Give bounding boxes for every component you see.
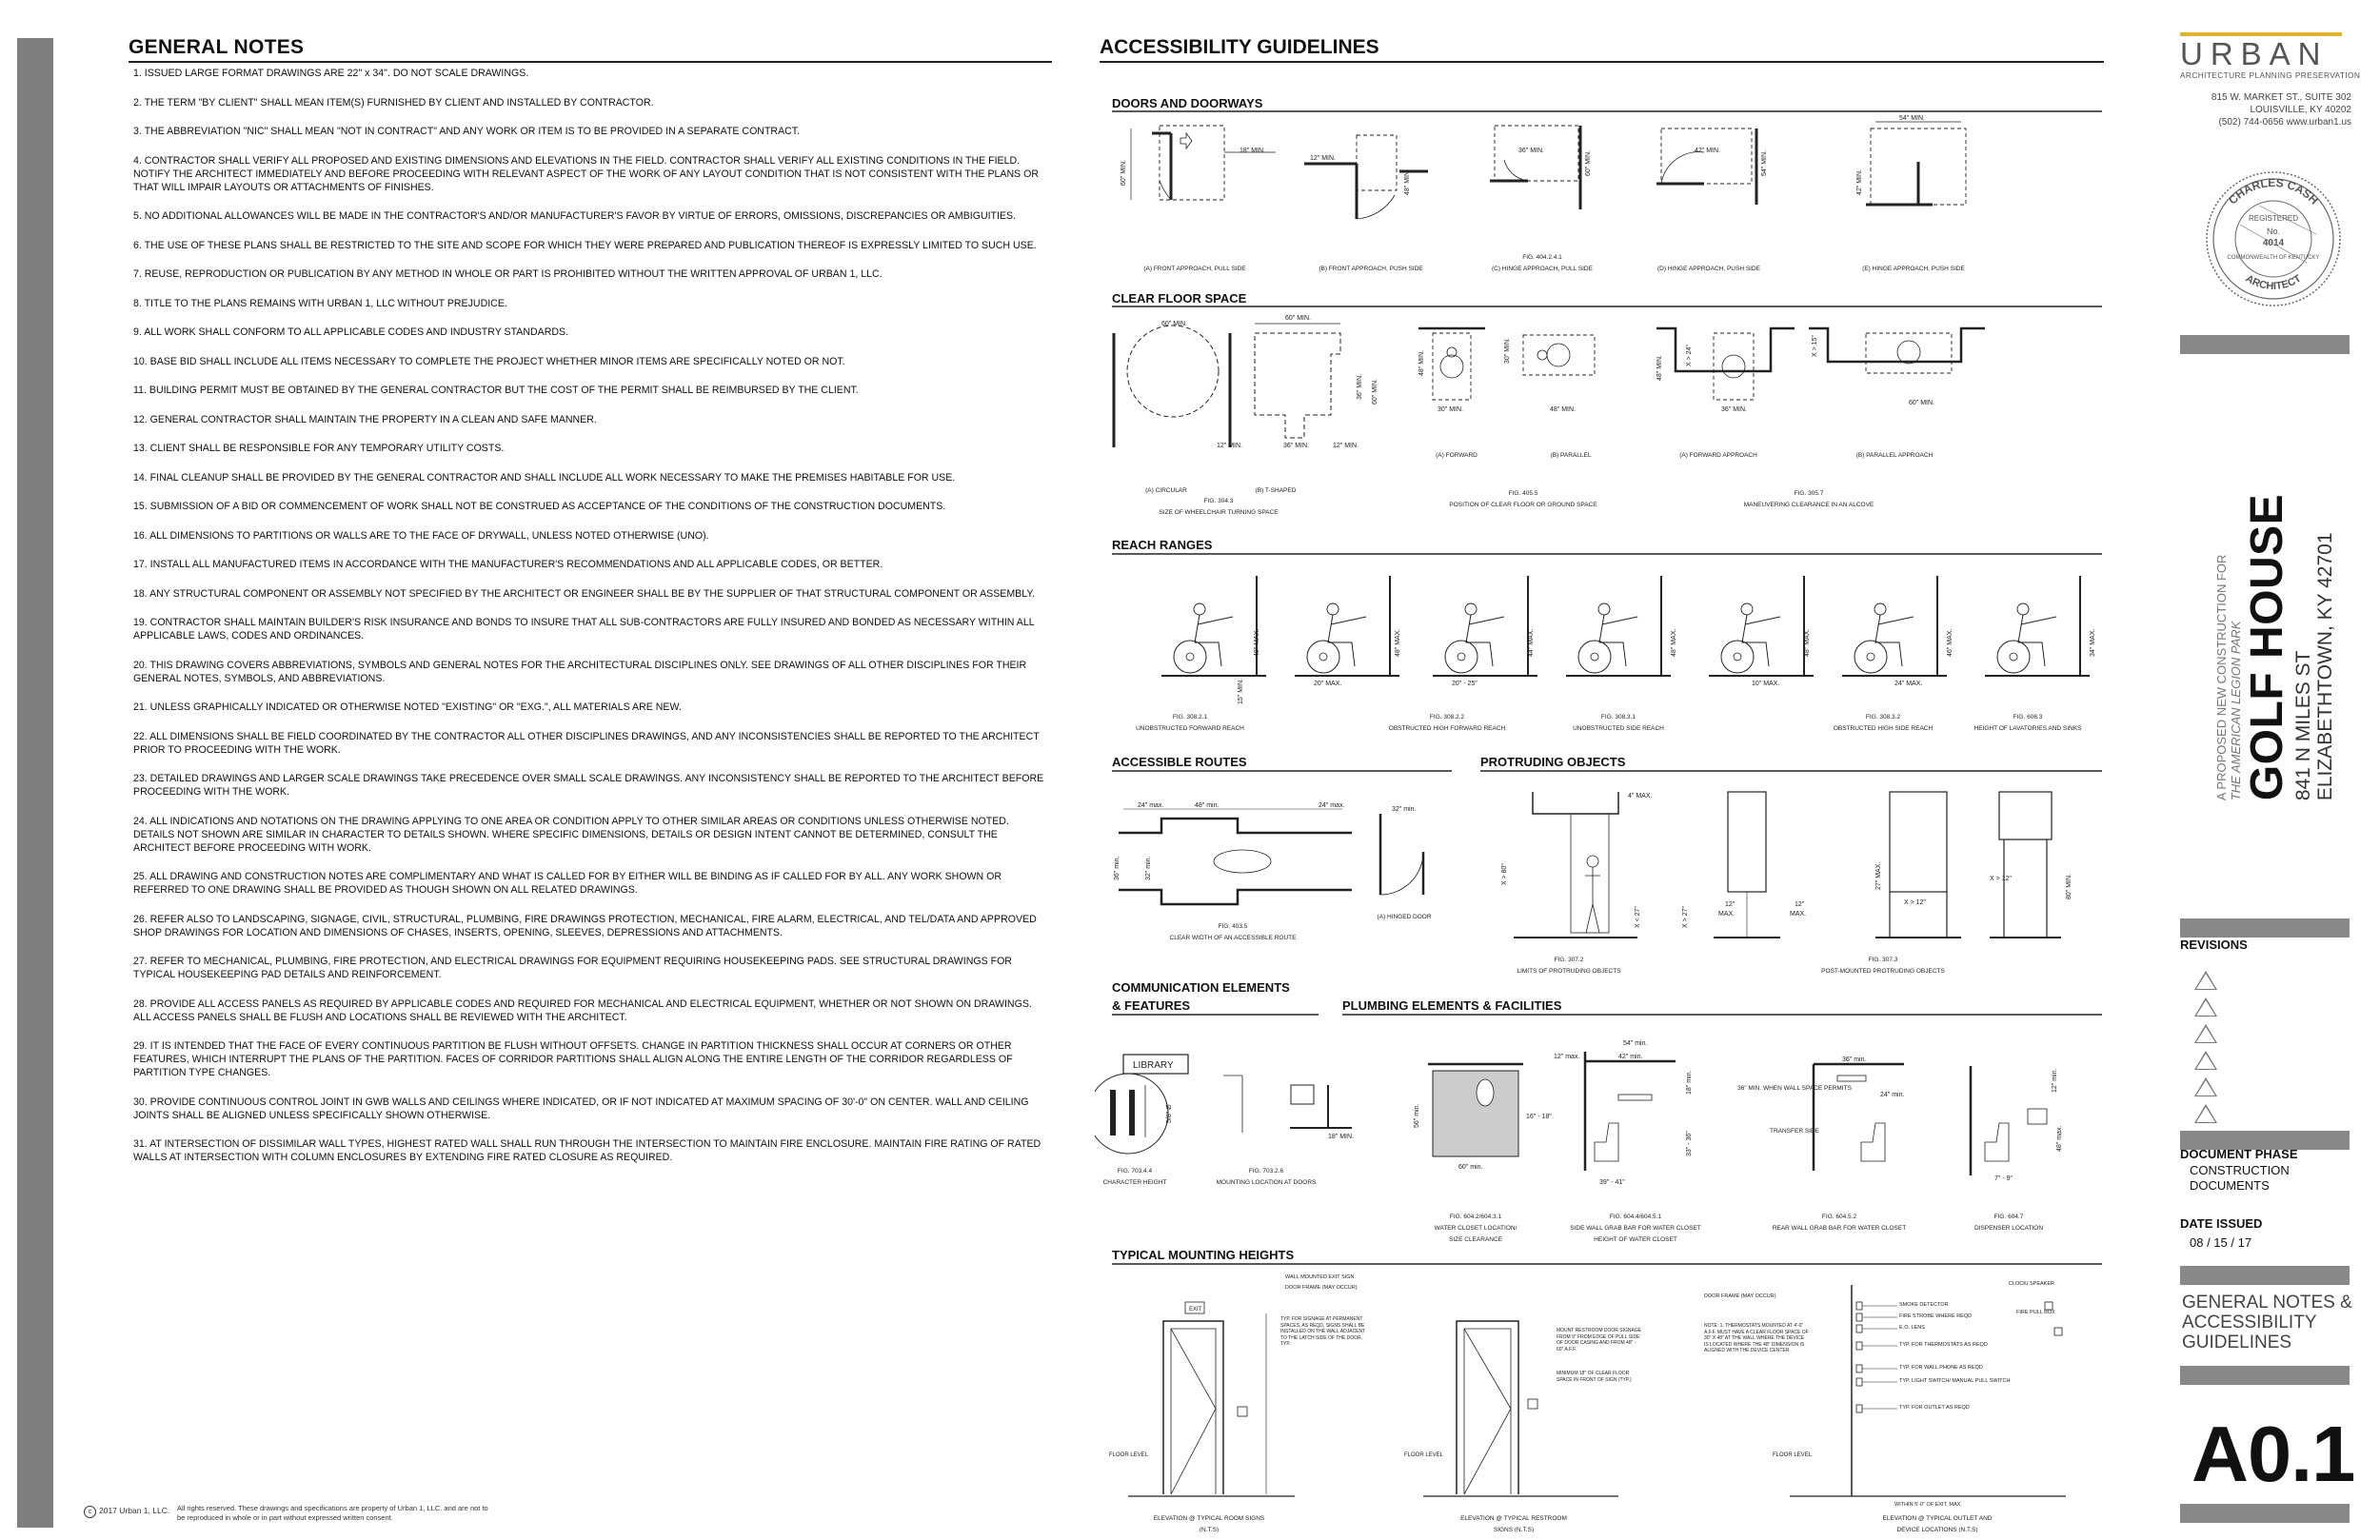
seal-number: 4014 [2262,238,2285,248]
mount-label: TYP. FOR SIGNAGE AT PERMANENT SPACES, AS REQD, SIGNS SHALL BE INSTALLED ON THE WALL ADJACENT TO THE LATCH SIDE OF THE DOOR. TYP. [1280,1316,1366,1347]
sheet-number: A0.1 [2192,1410,2355,1498]
cfs-fig: FIG. 405.5 [1508,490,1538,497]
sheet-title-line2: ACCESSIBILITY [2182,1313,2317,1333]
route-caption: (A) HINGED DOOR [1377,914,1432,920]
po-dim: 27" MAX. [1875,861,1882,890]
revision-triangle-icon [2194,997,2217,1017]
section-clear-floor [1112,291,2102,516]
accessibility-rule [1100,61,2104,63]
mount-label: FLOOR LEVEL [1109,1452,1149,1458]
sheet-title-line1: GENERAL NOTES & [2182,1293,2352,1313]
po-caption: FIG. 307.3 [1868,957,1898,963]
cfs-fig: MANEUVERING CLEARANCE IN AN ALCOVE [1743,502,1874,508]
general-notes-list [133,67,1047,1180]
cfs-dim: 60" MIN. [1161,321,1187,327]
general-note: 31. AT INTERSECTION OF DISSIMILAR WALL TYPES, HIGHEST RATED WALL SHALL RUN THROUGH THE INTERSECTION TO MAINTAIN FIRE ENCLOSURE. MAINTAIN FIRE RATING OF RATED WALLS AT INTERSECTION WITH COLUMN ENCLOSURES BY EXTENDING FIRE RATED CLOSURE AS REQUIRED. [133,1138,1041,1163]
device-marker [2045,1302,2053,1310]
general-note: 6. THE USE OF THESE PLANS SHALL BE RESTRICTED TO THE SITE AND SCOPE FOR WHICH THEY WERE PREPARED AND PUBLICATION THEREOF IS EXPRESSLY LIMITED TO SUCH USE. [133,239,1037,251]
mount-caption: SIGNS (N.T.S) [1493,1527,1535,1532]
reach-dim: 15" MIN. [1238,679,1244,704]
plumb-dim: TRANSFER SIDE [1769,1128,1820,1135]
general-note: 23. DETAILED DRAWINGS AND LARGER SCALE DRAWINGS TAKE PRECEDENCE OVER SMALL SCALE DRAWINGS. ANY INCONSISTENCY SHALL BE REPORTED TO THE ARCHITECT BEFORE PROCEEDING WITH THE WORK. [133,773,1044,798]
door-dim: 42" MIN. [1856,169,1863,195]
cfs-fig: FIG. 304.3 [1203,498,1234,504]
mount-label: TYP. FOR OUTLET AS REQD [1899,1405,1970,1411]
general-note: 1. ISSUED LARGE FORMAT DRAWINGS ARE 22" x 34". DO NOT SCALE DRAWINGS. [133,68,529,79]
door-dim: 12" MIN. [1310,155,1336,162]
general-note: 3. THE ABBREVIATION "NIC" SHALL MEAN "NOT IN CONTRACT" AND ANY WORK OR ITEM IS TO BE PROVIDED IN A SEPARATE CONTRACT. [133,126,801,137]
protruding-title: PROTRUDING OBJECTS [1480,755,1626,769]
reach-dim: 10" MAX. [1752,681,1780,687]
revision-triangle-icon [2194,1077,2217,1096]
doors-caption-a: (A) FRONT APPROACH, PULL SIDE [1143,266,1246,272]
door-dim: 42" MIN. [1695,148,1720,154]
reach-figure [1709,576,1814,676]
plumb-dim: 18" min. [1686,1070,1693,1095]
general-note: 16. ALL DIMENSIONS TO PARTITIONS OR WALLS ARE TO THE FACE OF DRYWALL, UNLESS NOTED OTHERWISE (UNO). [133,529,709,542]
sheet-title-line3: GUIDELINES [2182,1333,2292,1352]
general-note: 4. CONTRACTOR SHALL VERIFY ALL PROPOSED AND EXISTING DIMENSIONS AND ELEVATIONS IN THE FIELD. CONTRACTOR SHALL VERIFY ALL EXISTING CONDITIONS IN THE FIELD. NOTIFY THE ARCHITECT IMMEDIATELY AND BEFORE PROCEEDING WITH RELEVANT ASPECT OF THE WORK OF ANY LAYOUT CONDITION THAT IS NOT CONSISTENT WITH THE PLANS OR THAT WILL IMPAIR LAYOUTS OR ATTACHMENTS OF FINISHES. [133,154,1040,193]
mount-label: SMOKE DETECTOR [1899,1302,1949,1308]
plumb-caption: WATER CLOSET LOCATION/ [1434,1225,1517,1232]
po-caption: LIMITS OF PROTRUDING OBJECTS [1517,968,1621,975]
mount-label: TYP. LIGHT SWITCH/ MANUAL PULL SWITCH [1899,1378,2011,1384]
title-block-divider [2180,918,2350,938]
po-dim: X > 12" [1904,899,1926,906]
plumb-dim: 16" - 18" [1526,1114,1552,1120]
mount-label: FLOOR LEVEL [1404,1452,1444,1458]
po-dim: MAX. [1718,911,1735,918]
project-subtitle-2: THE AMERICAN LEGION PARK [2229,621,2243,801]
general-note: 18. ANY STRUCTURAL COMPONENT OR ASSEMBLY NOT SPECIFIED BY THE ARCHITECT OR ENGINEER SHALL BE BY THE SUPPLIER OF THAT STRUCTURAL COMPONENT OR ASSEMBLY. [133,587,1035,600]
general-note: 9. ALL WORK SHALL CONFORM TO ALL APPLICABLE CODES AND INDUSTRY STANDARDS. [133,326,569,338]
title-block-divider [2180,335,2350,354]
section-mounting [1109,1248,2102,1532]
cfs-dim: 36" MIN. [1357,374,1363,400]
reach-figure [1161,576,1266,676]
route-caption: FIG. 403.5 [1218,923,1248,930]
door-dim: 48" MIN. [1404,169,1411,195]
po-dim: X > 80" [1501,863,1508,885]
reach-dim: 46" MAX. [1947,628,1954,657]
plumb-dim: 7" - 9" [1994,1175,2013,1182]
plumb-dim: 56" min. [1414,1103,1420,1128]
section-plumbing [1342,998,2102,1243]
mount-caption: ELEVATION @ TYPICAL OUTLET AND [1882,1515,1993,1522]
mount-caption: DEVICE LOCATIONS (N.T.S) [1896,1527,1978,1532]
firm-contact: (502) 744-0656 www.urban1.us [2218,117,2351,128]
copyright-rights: All rights reserved. These drawings and specifications are property of Urban 1, LLC. and are not to be reproduced in whole or in part without expressed written consent. [177,1504,488,1522]
comm-dim: 5/8" Ø [1166,1104,1173,1123]
cfs-fig: SIZE OF WHEELCHAIR TURNING SPACE [1159,509,1279,516]
section-reach [1112,538,2102,732]
cfs-dim: 36" MIN. [1283,443,1309,449]
po-dim: 4" MAX. [1628,793,1653,800]
plumb-dim: 33" - 36" [1686,1131,1693,1156]
plumbing-title: PLUMBING ELEMENTS & FACILITIES [1342,998,1562,1013]
mount-label: DOOR FRAME (MAY OCCUR) [1285,1285,1358,1291]
device-marker [1856,1325,1862,1333]
general-note: 14. FINAL CLEANUP SHALL BE PROVIDED BY THE GENERAL CONTRACTOR AND SHALL INCLUDE ALL WORK NECESSARY TO MAKE THE PREMISES HABITABLE FOR USE. [133,471,956,484]
mount-label: E.O. LENS [1899,1325,1925,1331]
route-dim: 36" min. [1114,856,1121,880]
po-dim: 80" MIN. [2066,874,2073,899]
firm-logo-subtitle: ARCHITECTURE PLANNING PRESERVATION [2180,70,2361,80]
reach-dim: 44" MAX. [1528,628,1535,657]
device-marker [1856,1313,1862,1321]
reach-caption: OBSTRUCTED HIGH FORWARD REACH [1388,725,1506,732]
device-marker [1856,1342,1862,1350]
firm-address-line1: 815 W. MARKET ST., SUITE 302 [2211,92,2351,103]
plumb-dim: 42" min. [1618,1054,1643,1060]
general-note: 2. THE TERM "BY CLIENT" SHALL MEAN ITEM(S) FURNISHED BY CLIENT AND INSTALLED BY CONTRACTOR. [133,96,654,109]
general-note: 13. CLIENT SHALL BE RESPONSIBLE FOR ANY TEMPORARY UTILITY COSTS. [133,443,505,454]
cfs-caption: (B) T-SHAPED [1255,487,1297,494]
reach-dim: 24" MAX. [1894,681,1923,687]
plumb-caption: FIG. 604.4/604.5.1 [1609,1214,1662,1220]
plumb-caption: FIG. 604.5.2 [1821,1214,1857,1220]
cfs-dim: 36" MIN. [1721,406,1747,413]
mount-label: WALL MOUNTED EXIT SIGN [1285,1274,1355,1280]
comm-sign: LIBRARY [1133,1060,1174,1071]
reach-figure [1433,576,1537,676]
plumb-dim: 36" min. [1842,1056,1867,1063]
svg-text:ARCHITECT [2244,273,2304,293]
mount-caption: ELEVATION @ TYPICAL RESTROOM [1460,1515,1567,1522]
plumb-dim: 48" max. [2056,1125,2063,1152]
comm-title-2: & FEATURES [1112,998,1191,1013]
po-dim: 12" [1795,901,1805,908]
revision-triangle-icon [2194,971,2217,990]
reach-caption: FIG. 606.3 [2013,714,2043,721]
mount-caption: (N.T.S) [1199,1527,1220,1532]
device-marker [1856,1302,1862,1310]
doors-caption-c: (C) HINGE APPROACH, PULL SIDE [1492,266,1593,272]
date-issued-value: 08 / 15 / 17 [2190,1235,2252,1250]
cfs-caption: (A) FORWARD [1436,452,1478,459]
reach-title: REACH RANGES [1112,538,1213,552]
general-note: 30. PROVIDE CONTINUOUS CONTROL JOINT IN GWB WALLS AND CEILINGS WHERE INDICATED, OR IF NOT INDICATED AT MAXIMUM SPACING OF 30'-0" ON CENTER. WALL AND CEILING JOINTS SHALL BE ALIGNED UNLESS SPECIFICALLY SHOWN OTHERWISE. [133,1096,1029,1121]
general-note: 17. INSTALL ALL MANUFACTURED ITEMS IN ACCORDANCE WITH THE MANUFACTURER'S RECOMMENDATIONS AND ALL APPLICABLE CODES, OR BETTER. [133,559,883,570]
reach-caption: OBSTRUCTED HIGH SIDE REACH [1833,725,1934,732]
revisions-label: REVISIONS [2180,938,2248,952]
date-issued-label: DATE ISSUED [2180,1216,2263,1231]
reach-dim: 20" - 25" [1452,681,1478,687]
comm-title-1: COMMUNICATION ELEMENTS [1112,980,1290,995]
copyright-mark: c [84,1506,96,1518]
cfs-dim: 60" MIN. [1372,379,1378,405]
seal-registered: REGISTERED [2248,214,2299,223]
firm-logo: URBAN [2180,36,2329,71]
mount-label: DOOR FRAME (MAY OCCUR) [1704,1293,1776,1299]
section-routes [1112,755,1452,941]
reach-dim: 48" MAX. [1671,628,1677,657]
cfs-dim: 12" MIN. [1333,443,1359,449]
doors-caption-d: (D) HINGE APPROACH, PUSH SIDE [1657,266,1760,272]
door-dim: 54" MIN. [1761,150,1768,176]
document-phase-value [2190,1163,2290,1194]
accessibility-title: ACCESSIBILITY GUIDELINES [1100,36,1379,58]
reach-dim: 48" MAX. [1395,628,1401,657]
plumb-caption: FIG. 604.7 [1993,1214,2024,1220]
plumb-dim: 60" min. [1458,1164,1483,1171]
general-note: 25. ALL DRAWING AND CONSTRUCTION NOTES ARE COMPLIMENTARY AND WHAT IS CALLED FOR BY EITHER WILL BE BINDING AS IF CALLED FOR BY ALL. ANY WORK SHOWN OR REFERRED TO ONE DRAWING SHALL BE PROVIDED AS THOUGH SHOWN ON ALL RELATED DRAWINGS. [133,871,1002,896]
general-note: 10. BASE BID SHALL INCLUDE ALL ITEMS NECESSARY TO COMPLETE THE PROJECT WHETHER MINOR ITEMS ARE SPECIFICALLY NOTED OR NOT. [133,355,845,367]
clear-floor-title: CLEAR FLOOR SPACE [1112,291,1247,306]
po-dim: X > 12" [1990,876,2012,882]
reach-dim: 48" MAX. [1254,628,1260,657]
device-marker [1856,1365,1862,1372]
plumb-caption: HEIGHT OF WATER CLOSET [1594,1236,1677,1243]
general-note: 29. IT IS INTENDED THAT THE FACE OF EVERY CONTINUOUS PARTITION BE FLUSH WITHOUT OFFSETS. CHANGE IN PARTITION THICKNESS SHALL OCCUR AT CORNERS OR OTHER FEATURES, WHICH INTERRUPT THE PLANS OF THE PARTITION. FACES OF CORRIDOR PARTITIONS SHALL ALIGN ALONG THE ENTIRE LENGTH OF THE CORRIDOR REGARDLESS OF PARTITION TYPE CHANGES. [133,1040,1013,1078]
reach-caption: UNOBSTRUCTED FORWARD REACH [1136,725,1244,732]
title-block-divider [2180,1366,2350,1385]
plumb-caption: SIZE CLEARANCE [1449,1236,1502,1243]
door-a-drawing [1131,126,1276,200]
section-communication [1095,980,1354,1186]
project-name: GOLF HOUSE [2242,493,2292,801]
firm-address [2180,91,2351,128]
seal-no-label: No. [2266,227,2281,236]
reach-figure [1985,576,2090,676]
mount-label: FIRE PULL BOX [2016,1310,2055,1315]
door-e-drawing [1866,122,1966,205]
general-note: 7. REUSE, REPRODUCTION OR PUBLICATION BY ANY METHOD IN WHOLE OR PART IS PROHIBITED WITHOUT THE WRITTEN APPROVAL OF URBAN 1, LLC. [133,268,883,280]
comm-caption: FIG. 703.2.6 [1248,1168,1284,1175]
door-dim: 18" MIN. [1240,148,1265,154]
mount-label: NOTE: 1. THERMOSTATS MOUNTED AT 4'-0" A.F.F. MUST HAVE A CLEAR FLOOR SPACE OF 30" X 48" AT THE WALL WHERE THE DEVICE IS LOCATED WHERE THE 48" DIMENSION IS ALIGNED WITH THE DEVICE CENTER. [1704,1323,1809,1353]
route-dim: 48" min. [1195,802,1220,809]
door-dim: 60" MIN. [1585,150,1592,176]
door-c-drawing [1490,126,1580,209]
mount-label: CLOCK/ SPEAKER [2009,1281,2054,1287]
section-protruding [1480,755,2102,975]
cfs-caption: (B) PARALLEL [1550,452,1592,459]
general-note: 20. THIS DRAWING COVERS ABBREVIATIONS, SYMBOLS AND GENERAL NOTES FOR THE ARCHITECTURAL DISCIPLINES ONLY. SEE DRAWINGS OF ALL OTHER DISCIPLINES FOR THEIR GENERAL NOTES, SYMBOLS, AND ABBREVIATIONS. [133,659,1027,684]
po-caption: FIG. 307.2 [1554,957,1584,963]
mount-label: EXIT [1189,1307,1202,1313]
section-doors [1112,96,2102,272]
title-block-divider [2180,1504,2350,1523]
general-note: 12. GENERAL CONTRACTOR SHALL MAINTAIN THE PROPERTY IN A CLEAN AND SAFE MANNER. [133,413,597,425]
routes-title: ACCESSIBLE ROUTES [1112,755,1247,769]
reach-caption: FIG. 308.2.2 [1429,714,1465,721]
general-notes-title: GENERAL NOTES [129,36,305,58]
mount-label: TYP. FOR WALL PHONE AS REQD [1899,1365,1983,1371]
mount-caption: ELEVATION @ TYPICAL ROOM SIGNS [1153,1515,1265,1522]
left-margin-strip [17,38,53,1528]
reach-figure [1566,576,1671,676]
po-dim: X > 27" [1682,906,1689,928]
reach-caption: FIG. 308.2.1 [1172,714,1208,721]
cfs-caption: (A) CIRCULAR [1145,487,1187,494]
route-caption: CLEAR WIDTH OF AN ACCESSIBLE ROUTE [1169,935,1297,941]
general-note: 22. ALL DIMENSIONS SHALL BE FIELD COORDINATED BY THE CONTRACTOR ALL OTHER DISCIPLINES DRAWINGS, AND ANY INCONSISTENCIES SHALL BE REPORTED TO THE ARCHITECT PRIOR TO PROCEEDING WITH THE WORK. [133,730,1040,756]
mounting-title: TYPICAL MOUNTING HEIGHTS [1112,1248,1295,1262]
mount-label: WITHIN 5'-0" OF EXIT, MAX. [1894,1502,1962,1508]
doors-caption-b: (B) FRONT APPROACH, PUSH SIDE [1319,266,1423,272]
general-note: 28. PROVIDE ALL ACCESS PANELS AS REQUIRED BY APPLICABLE CODES AND REQUIRED FOR MECHANICAL AND ELECTRICAL EQUIPMENT, WHETHER OR NOT SHOWN ON DRAWINGS. ALL ACCESS PANELS SHALL BE FLUSH AND LOCATIONS SHALL BE REVIEWED WITH THE ARCHITECT. [133,997,1032,1023]
general-note: 8. TITLE TO THE PLANS REMAINS WITH URBAN 1, LLC WITHOUT PREJUDICE. [133,297,507,309]
mount-label: TYP. FOR THERMOSTATS AS REQD [1899,1342,1988,1348]
title-block-divider [2180,1266,2350,1285]
plumb-dim: 12" max. [1554,1054,1580,1060]
cfs-fig: FIG. 305.7 [1794,490,1824,497]
plumb-caption: REAR WALL GRAB BAR FOR WATER CLOSET [1772,1225,1907,1232]
cfs-dim: 60" MIN. [1285,315,1311,322]
general-note: 11. BUILDING PERMIT MUST BE OBTAINED BY THE GENERAL CONTRACTOR BUT THE COST OF THE PERMIT SHALL BE REIMBURSED BY THE CLIENT. [133,385,859,396]
plumb-caption: FIG. 604.2/604.3.1 [1449,1214,1502,1220]
doors-title: DOORS AND DOORWAYS [1112,96,1263,110]
plumb-dim: 54" min. [1623,1040,1648,1047]
general-note: 24. ALL INDICATIONS AND NOTATIONS ON THE DRAWING APPLYING TO ONE AREA OR CONDITION APPLY TO OTHER SIMILAR AREAS OR CONDITIONS UNLESS OTHERWISE NOTED. DETAILS NOT SHOWN ARE SIMILAR IN CHARACTER TO DETAILS SHOWN. WHERE SPECIFIC DIMENSIONS, DETAILS OR DESIGN INTENT CANNOT BE DETERMINED, CONSULT THE ARCHITECT BEFORE PROCEEDING WITH WORK. [133,815,1009,854]
document-phase-line2: DOCUMENTS [2190,1178,2270,1193]
general-note: 27. REFER TO MECHANICAL, PLUMBING, FIRE PROTECTION, AND ELECTRICAL DRAWINGS FOR EQUIPMENT REQUIRING HOUSEKEEPING PADS. SEE STRUCTURAL DRAWINGS FOR TYPICAL HOUSEKEEPING PAD DETAILS AND REINFORCEMENT. [133,956,1012,980]
general-note: 26. REFER ALSO TO LANDSCAPING, SIGNAGE, CIVIL, STRUCTURAL, PLUMBING, FIRE DRAWINGS PROTECTION, MECHANICAL, FIRE ALARM, ELECTRICAL, AND TEL/DATA AND APPROVED SHOP DRAWINGS FOR LOCATION AND DIMENSIONS OF CHASES, INSERTS, OPENING, SLEEVES, DEPRESSIONS AND ATTACHMENTS. [133,913,1037,938]
reach-figure [1842,576,1947,676]
plumb-caption: SIDE WALL GRAB BAR FOR WATER CLOSET [1570,1225,1701,1232]
cfs-dim: 60" MIN. [1909,400,1934,406]
doors-caption-e: (E) HINGE APPROACH, PUSH SIDE [1862,266,1965,272]
comm-caption: CHARACTER HEIGHT [1102,1179,1167,1186]
po-dim: X < 27" [1635,906,1641,928]
cfs-fig: POSITION OF CLEAR FLOOR OR GROUND SPACE [1449,502,1597,508]
copyright [84,1504,488,1522]
po-dim: MAX. [1790,911,1807,918]
sheet-title [2182,1293,2352,1352]
seal-state: COMMONWEALTH OF KENTUCKY [2227,255,2320,261]
cfs-dim: X > 15" [1812,335,1818,357]
copyright-text: 2017 Urban 1, LLC. [99,1506,170,1515]
reach-dim: 48" MAX. [1804,628,1811,657]
general-note: 5. NO ADDITIONAL ALLOWANCES WILL BE MADE IN THE CONTRACTOR'S AND/OR MANUFACTURER'S FAVOR BY VIRTUE OF ERRORS, OMISSIONS, DISCREPANCIES OR AMBIGUITIES. [133,210,1017,222]
architect-seal [2202,168,2345,310]
revision-triangle-icon [2194,1051,2217,1070]
document-phase-line1: CONSTRUCTION [2190,1163,2290,1177]
reach-dim: 34" MAX. [2090,628,2096,657]
device-marker [2054,1328,2062,1335]
reach-caption: FIG. 308.3.1 [1600,714,1636,721]
plumb-dim: 24" min. [1880,1092,1905,1098]
cfs-dim: 48" MIN. [1418,350,1425,376]
door-dim: 54" MIN. [1899,115,1925,122]
door-dim: 36" MIN. [1518,148,1544,154]
revision-triangle-icon [2194,1104,2217,1123]
general-note: 15. SUBMISSION OF A BID OR COMMENCEMENT OF WORK SHALL NOT BE CONSTRUED AS ACCEPTANCE OF THE CONDITIONS OF THE CONSTRUCTION DOCUMENTS. [133,501,946,512]
device-marker [1856,1378,1862,1386]
mount-label: MOUNT RESTROOM DOOR SIGNAGE FROM 9" FROM EDGE OF PULL SIDE OF DOOR CASING AND FROM 48" - 60" A.F.F. [1557,1328,1642,1352]
revision-triangle-icon [2194,1024,2217,1043]
cfs-caption: (A) FORWARD APPROACH [1679,452,1757,459]
project-address-1: 841 N MILES ST [2292,650,2314,801]
route-dim: 24" max. [1138,802,1164,809]
plumb-dim: 12" min. [2052,1068,2058,1093]
general-note: 19. CONTRACTOR SHALL MAINTAIN BUILDER'S RISK INSURANCE AND BONDS TO INSURE THAT ALL SUB-CONTRACTORS ARE FULLY INSURED AND BONDED AS NECESSARY WITHIN ALL APPLICABLE LAWS, CODES AND ORDINANCES. [133,617,1035,642]
reach-caption: UNOBSTRUCTED SIDE REACH [1573,725,1664,732]
document-phase-label: DOCUMENT PHASE [2180,1147,2298,1161]
device-marker [1856,1405,1862,1412]
seal-name: CHARLES CASH [2226,175,2321,207]
po-dim: 12" [1725,901,1735,908]
reach-figure [1295,576,1399,676]
route-dim: 24" max. [1319,802,1345,809]
mount-label: FLOOR LEVEL [1773,1452,1813,1458]
cfs-dim: 48" MIN. [1656,355,1663,381]
reach-dim: 20" MAX. [1314,681,1342,687]
cfs-dim: 30" MIN. [1504,338,1511,364]
route-dim: 32" min. [1145,856,1152,880]
accessibility-drawings [1095,76,2113,1532]
door-dim: 60" MIN. [1121,160,1127,186]
reach-caption: FIG. 308.3.2 [1865,714,1901,721]
mount-label: MINIMUM 18" OF CLEAR FLOOR SPACE IN FRONT OF SIGN (TYP.) [1557,1371,1632,1383]
project-info [2190,495,2361,800]
plumb-dim: 36" MIN. WHEN WALL SPACE PERMITS [1737,1085,1852,1092]
comm-dim: 18" MIN. [1328,1134,1354,1140]
door-d-drawing [1656,128,1756,205]
project-subtitle: A PROPOSED NEW CONSTRUCTION FOR [2214,554,2229,801]
firm-address-line2: LOUISVILLE, KY 40202 [2250,105,2351,115]
cfs-dim: 12" MIN. [1217,443,1242,449]
cfs-dim: 30" MIN. [1438,406,1463,413]
route-dim: 32" min. [1392,806,1417,813]
comm-caption: FIG. 703.4.4 [1117,1168,1153,1175]
mount-label: FIRE STROBE WHERE REQD [1899,1313,1973,1319]
cfs-caption: (B) PARALLEL APPROACH [1855,452,1934,459]
general-note: 21. UNLESS GRAPHICALLY INDICATED OR OTHERWISE NOTED "EXISTING" OR "EXG.", ALL MATERIALS ARE NEW. [133,701,682,713]
cfs-dim: 48" MIN. [1550,406,1576,413]
seal-role: ARCHITECT [2243,272,2304,293]
project-address-2: ELIZABETHTOWN, KY 42701 [2314,532,2336,801]
doors-fig: FIG. 404.2.4.1 [1522,254,1562,261]
cfs-dim: X > 24" [1686,345,1693,366]
reach-caption: HEIGHT OF LAVATORIES AND SINKS [1973,725,2082,732]
plumb-caption: DISPENSER LOCATION [1973,1225,2044,1232]
plumb-dim: 39" - 41" [1599,1179,1625,1186]
po-caption: POST-MOUNTED PROTRUDING OBJECTS [1821,968,1945,975]
general-notes-rule [129,61,1052,63]
comm-caption: MOUNTING LOCATION AT DOORS [1216,1179,1317,1186]
